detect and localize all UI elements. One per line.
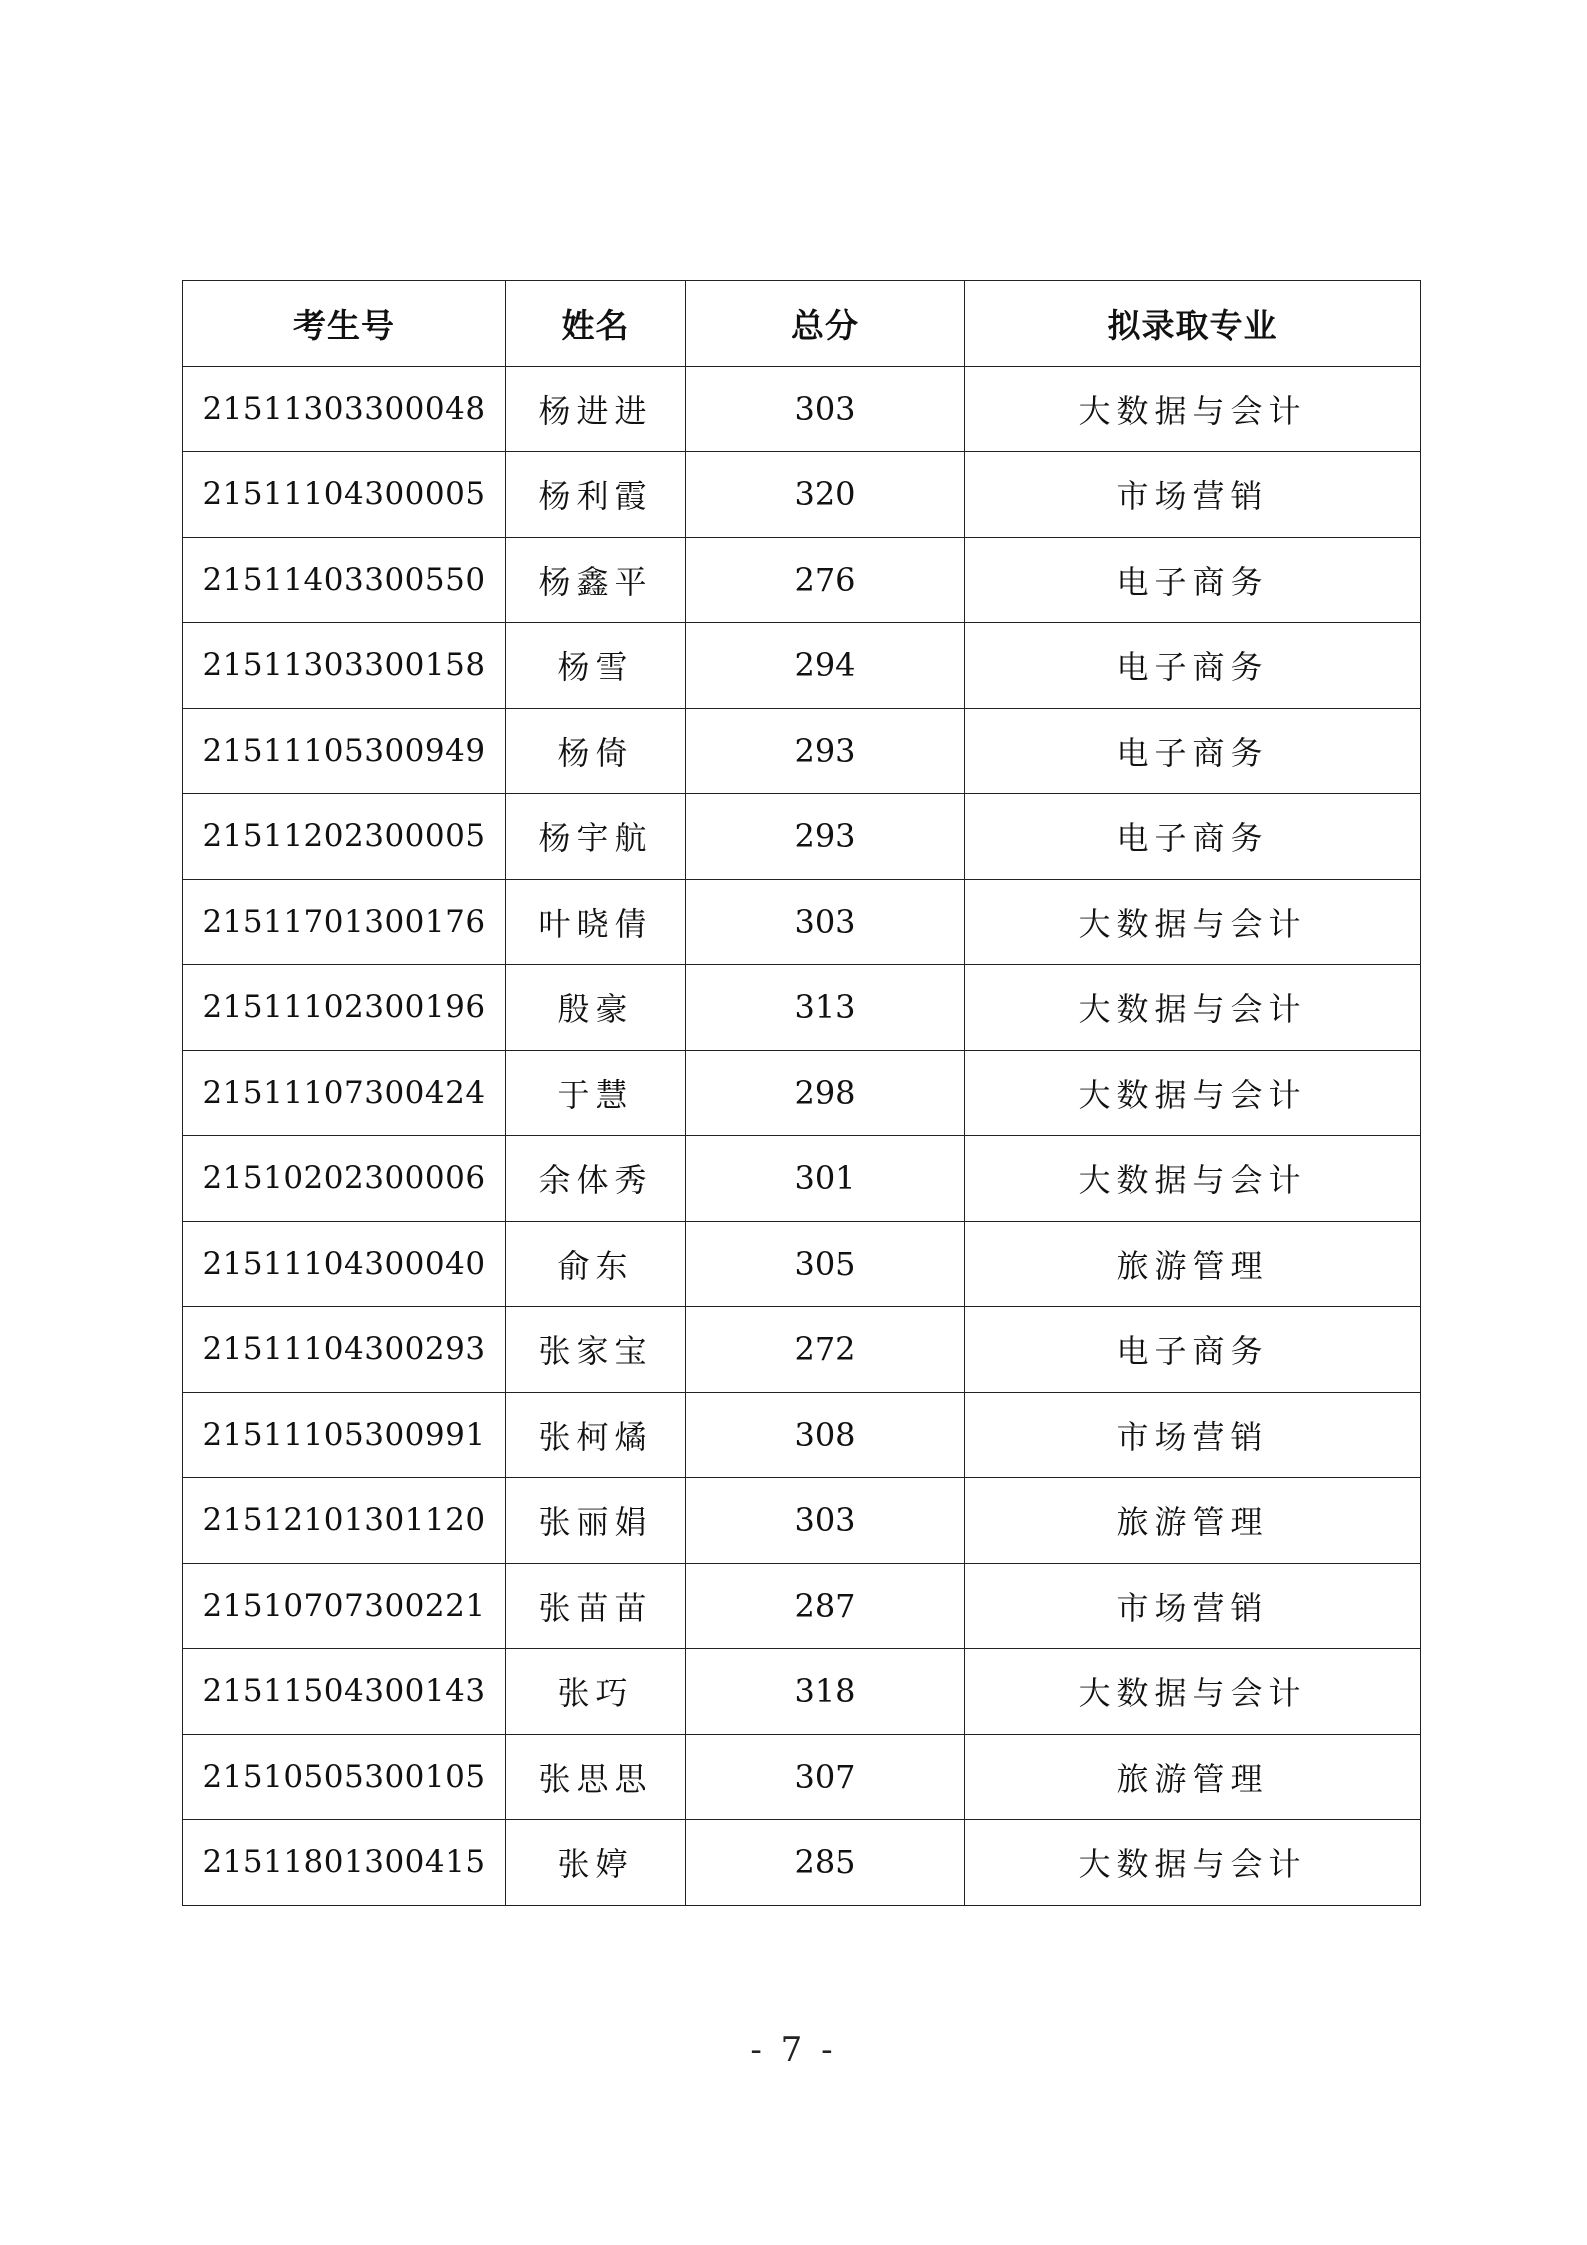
candidate-id-cell: 21511701300176 (183, 879, 506, 965)
total-score-cell: 293 (686, 708, 965, 794)
total-score-cell: 272 (686, 1307, 965, 1393)
candidate-id-cell: 21510707300221 (183, 1563, 506, 1649)
name-cell: 张苗苗 (506, 1563, 686, 1649)
name-cell: 张婷 (506, 1820, 686, 1906)
candidate-id-cell: 21510202300006 (183, 1136, 506, 1222)
header-name: 姓名 (506, 281, 686, 367)
admitted-major-cell: 市场营销 (965, 1392, 1421, 1478)
table-header-row (183, 281, 1421, 367)
table-row (183, 965, 1421, 1051)
name-cell: 杨鑫平 (506, 537, 686, 623)
table-row (183, 537, 1421, 623)
page-number: - 7 - (750, 2030, 837, 2070)
candidate-id-cell: 21511107300424 (183, 1050, 506, 1136)
admitted-major-cell: 电子商务 (965, 623, 1421, 709)
header-admitted-major: 拟录取专业 (965, 281, 1421, 367)
candidate-id-cell: 21511303300158 (183, 623, 506, 709)
admitted-major-cell: 大数据与会计 (965, 1649, 1421, 1735)
table-row (183, 452, 1421, 538)
candidate-id-cell: 21511403300550 (183, 537, 506, 623)
candidate-id-cell: 21512101301120 (183, 1478, 506, 1564)
admitted-major-cell: 大数据与会计 (965, 1136, 1421, 1222)
name-cell: 余体秀 (506, 1136, 686, 1222)
total-score-cell: 320 (686, 452, 965, 538)
table-row (183, 794, 1421, 880)
candidate-id-cell: 21511801300415 (183, 1820, 506, 1906)
name-cell: 杨进进 (506, 366, 686, 452)
table-row (183, 1649, 1421, 1735)
total-score-cell: 293 (686, 794, 965, 880)
table-row (183, 879, 1421, 965)
table-row (183, 1307, 1421, 1393)
total-score-cell: 307 (686, 1734, 965, 1820)
admitted-major-cell: 市场营销 (965, 452, 1421, 538)
admitted-major-cell: 大数据与会计 (965, 879, 1421, 965)
admitted-major-cell: 旅游管理 (965, 1221, 1421, 1307)
admitted-major-cell: 大数据与会计 (965, 366, 1421, 452)
name-cell: 叶晓倩 (506, 879, 686, 965)
table-row (183, 1221, 1421, 1307)
total-score-cell: 276 (686, 537, 965, 623)
table-row (183, 1136, 1421, 1222)
name-cell: 杨宇航 (506, 794, 686, 880)
total-score-cell: 308 (686, 1392, 965, 1478)
table-row (183, 1563, 1421, 1649)
total-score-cell: 298 (686, 1050, 965, 1136)
name-cell: 张家宝 (506, 1307, 686, 1393)
candidate-id-cell: 21511104300040 (183, 1221, 506, 1307)
table-row (183, 1392, 1421, 1478)
candidate-id-cell: 21511504300143 (183, 1649, 506, 1735)
name-cell: 杨利霞 (506, 452, 686, 538)
candidate-id-cell: 21511104300005 (183, 452, 506, 538)
table-row (183, 1734, 1421, 1820)
candidate-id-cell: 21511105300949 (183, 708, 506, 794)
name-cell: 张丽娟 (506, 1478, 686, 1564)
candidate-id-cell: 21511105300991 (183, 1392, 506, 1478)
candidate-id-cell: 21511303300048 (183, 366, 506, 452)
total-score-cell: 303 (686, 366, 965, 452)
name-cell: 杨雪 (506, 623, 686, 709)
admitted-major-cell: 旅游管理 (965, 1478, 1421, 1564)
admitted-major-cell: 大数据与会计 (965, 1050, 1421, 1136)
candidate-id-cell: 21510505300105 (183, 1734, 506, 1820)
name-cell: 杨倚 (506, 708, 686, 794)
admitted-major-cell: 电子商务 (965, 794, 1421, 880)
header-candidate-id: 考生号 (183, 281, 506, 367)
admitted-major-cell: 市场营销 (965, 1563, 1421, 1649)
table-body (183, 366, 1421, 1905)
admitted-major-cell: 旅游管理 (965, 1734, 1421, 1820)
name-cell: 殷豪 (506, 965, 686, 1051)
name-cell: 张巧 (506, 1649, 686, 1735)
admission-table (182, 280, 1421, 1906)
admitted-major-cell: 大数据与会计 (965, 1820, 1421, 1906)
total-score-cell: 305 (686, 1221, 965, 1307)
total-score-cell: 285 (686, 1820, 965, 1906)
name-cell: 俞东 (506, 1221, 686, 1307)
table-row (183, 1050, 1421, 1136)
candidate-id-cell: 21511104300293 (183, 1307, 506, 1393)
total-score-cell: 287 (686, 1563, 965, 1649)
table-row (183, 623, 1421, 709)
candidate-id-cell: 21511202300005 (183, 794, 506, 880)
admitted-major-cell: 电子商务 (965, 1307, 1421, 1393)
table-row (183, 708, 1421, 794)
name-cell: 张柯燏 (506, 1392, 686, 1478)
total-score-cell: 294 (686, 623, 965, 709)
header-total-score: 总分 (686, 281, 965, 367)
total-score-cell: 318 (686, 1649, 965, 1735)
total-score-cell: 303 (686, 879, 965, 965)
candidate-id-cell: 21511102300196 (183, 965, 506, 1051)
admitted-major-cell: 电子商务 (965, 537, 1421, 623)
name-cell: 于慧 (506, 1050, 686, 1136)
admitted-major-cell: 大数据与会计 (965, 965, 1421, 1051)
table-row (183, 366, 1421, 452)
table-row (183, 1820, 1421, 1906)
admitted-major-cell: 电子商务 (965, 708, 1421, 794)
total-score-cell: 313 (686, 965, 965, 1051)
name-cell: 张思思 (506, 1734, 686, 1820)
total-score-cell: 303 (686, 1478, 965, 1564)
total-score-cell: 301 (686, 1136, 965, 1222)
table-row (183, 1478, 1421, 1564)
